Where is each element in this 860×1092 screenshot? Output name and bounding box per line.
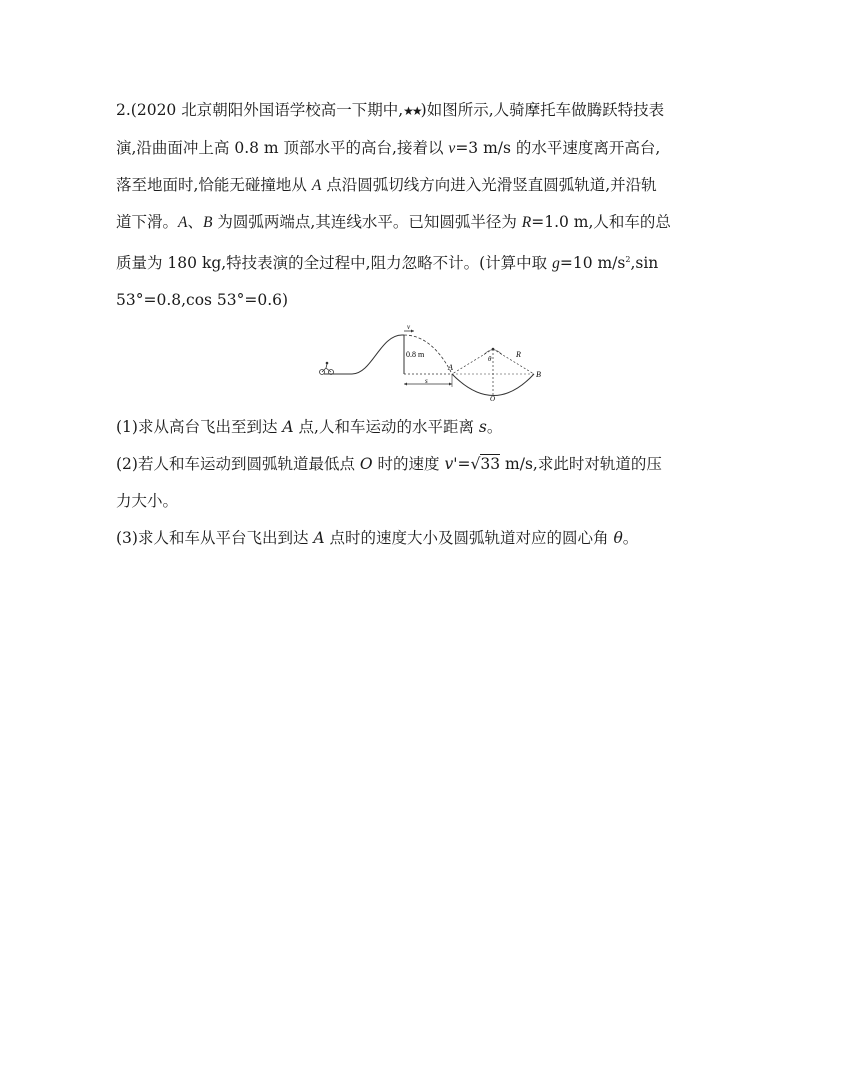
hill-curve xyxy=(352,335,402,374)
motorcycle-icon xyxy=(320,362,334,375)
figure-diagram xyxy=(312,325,552,401)
label-O: O xyxy=(490,395,496,402)
label-A: A xyxy=(448,363,453,373)
problem-statement: 2.(2020 北京朝阳外国语学校高一下期中,★★)如图所示,人骑摩托车做腾跃特技表 演,沿曲面冲上高 0.8 m 顶部水平的高台,接着以 v=3 m/s 的水平速度离开高台, 落至地面时,恰能无碰撞地从 A 点沿圆弧切线方向进入光滑竖直圆弧轨道,并沿轨 道下滑。A、B 为圆弧两端点,其连线水平。已知圆弧半径为 R=1.0 m,人和车的总 质量为 180 kg,特技表演的全过程中,阻力忽略不计。(计算中取 g=10 $m/s^2,\sin$ 53°=0.8,cos 53°=0.6) xyxy=(116,101,671,310)
label-v: v xyxy=(407,325,411,332)
question-2: (2)若人和车运动到圆弧轨道最低点 O 时的速度 v'=√33 m/s,求此时对轨道的压 力大小。 xyxy=(116,455,662,511)
motorcycle-jump-figure xyxy=(116,325,748,401)
problem-number: 2. xyxy=(116,101,131,119)
problem-document xyxy=(116,92,748,557)
question-3: (3)求人和车从平台飞出到达 A 点时的速度大小及圆弧轨道对应的圆心角 θ。 xyxy=(116,529,639,548)
question-1: (1)求从高台飞出至到达 A 点,人和车运动的水平距离 s。 xyxy=(116,418,503,437)
label-height: 0.8 m xyxy=(406,350,425,360)
label-R: R xyxy=(516,350,521,360)
label-B: B xyxy=(536,370,541,380)
label-theta: θ xyxy=(488,355,492,364)
label-s: s xyxy=(425,377,428,386)
difficulty-stars-icon: ★★ xyxy=(403,104,421,118)
problem-source: (2020 北京朝阳外国语学校高一下期中, xyxy=(130,101,404,119)
